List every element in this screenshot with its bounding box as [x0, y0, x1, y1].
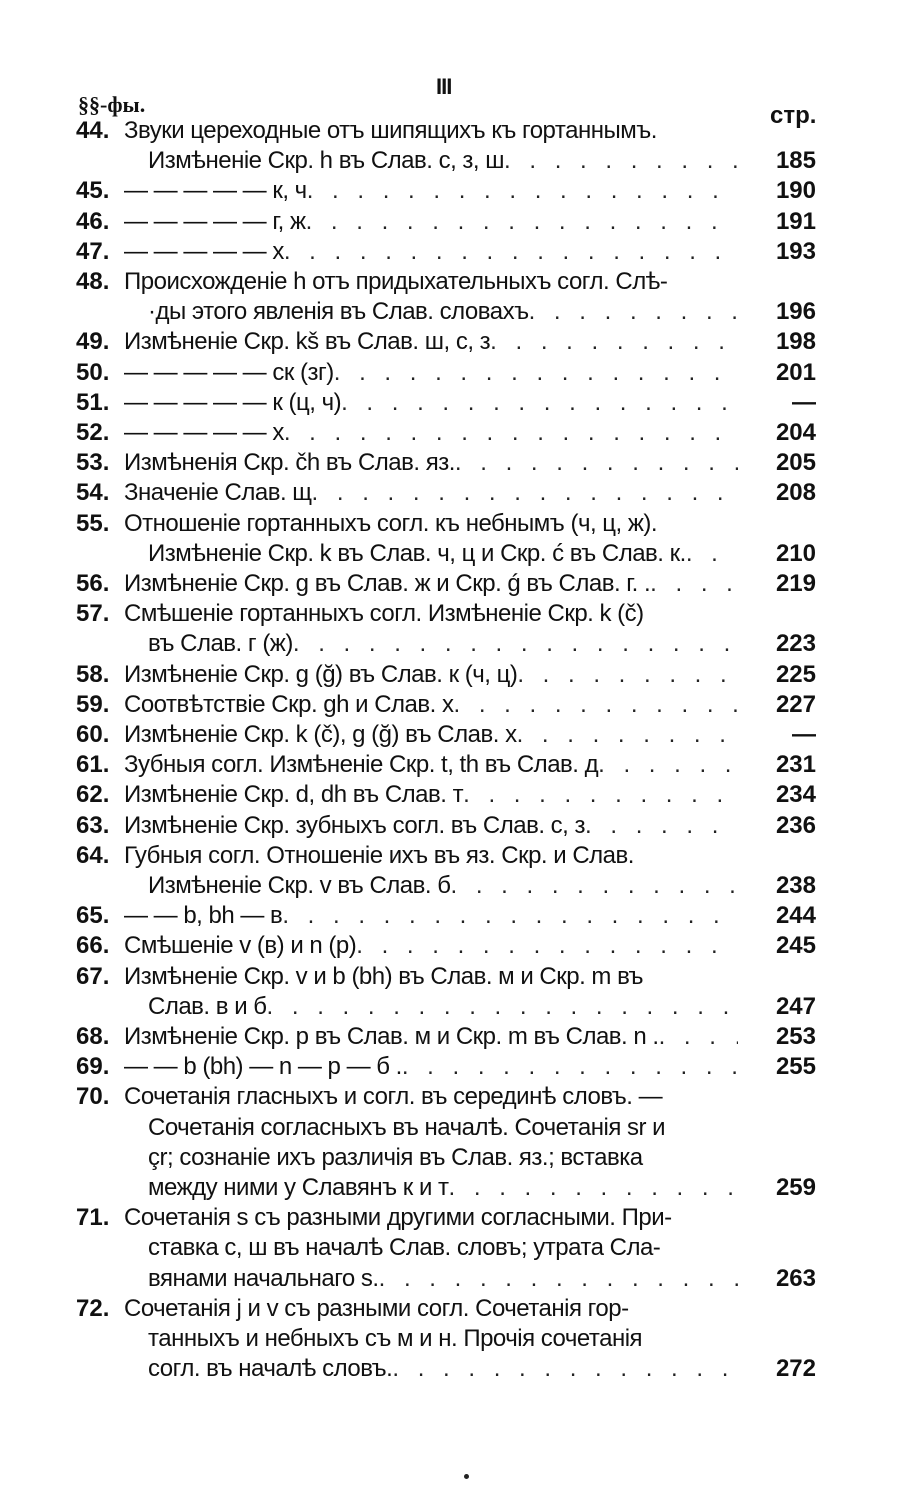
toc-line: [76, 1203, 816, 1233]
entry-text: [148, 1173, 738, 1203]
entry-text-span: ставка с, ш въ началѣ Слав. словъ; утрата Сла-: [148, 1234, 661, 1262]
toc-line: [76, 1324, 816, 1354]
toc-line: [76, 1264, 816, 1294]
toc-line: [76, 176, 816, 206]
page-number: —: [792, 388, 816, 416]
entry-number: 55.: [76, 509, 110, 537]
entry-number: 67.: [76, 962, 110, 990]
toc-line: [76, 811, 816, 841]
dot-leader: [334, 358, 738, 388]
entry-text-span: Сочетанія j и v съ разными согл. Сочетанія гор-: [124, 1294, 629, 1322]
toc-line: [76, 720, 816, 750]
page-number: —: [792, 721, 816, 748]
dot-leader: [659, 1022, 738, 1052]
entry-number: 58.: [76, 660, 110, 688]
entry-text: [148, 1324, 738, 1354]
entry-text: [148, 146, 738, 176]
toc-line: [76, 448, 816, 478]
entry-text-span: — — — — — х: [124, 237, 284, 265]
entry-text-span: согл. въ началѣ словъ.: [148, 1355, 393, 1383]
entry-text-span: Происхожденіе h отъ придыхательныхъ согл. Слѣ-: [124, 268, 668, 295]
entry-text-span: Губныя согл. Отношеніе ихъ въ яз. Скр. и Слав.: [124, 841, 634, 869]
print-speck: [464, 1474, 469, 1479]
entry-text: [124, 780, 738, 810]
dot-leader: [650, 569, 738, 599]
entry-number: 54.: [76, 479, 110, 507]
entry-text: [124, 1022, 738, 1052]
entry-number: 72.: [76, 1294, 110, 1322]
entry-text: [124, 176, 738, 206]
dot-leader: [463, 780, 738, 810]
toc-line: [76, 962, 816, 992]
toc-line: [76, 297, 816, 327]
dot-leader: [356, 931, 738, 961]
entry-number: 45.: [76, 177, 110, 205]
dot-leader: [598, 750, 738, 780]
entry-text-span: Измѣненіе Скр. d, dh въ Слав. т: [124, 781, 464, 809]
entry-text: [148, 1143, 738, 1173]
toc-line: [76, 629, 816, 659]
page-number: 210: [775, 539, 816, 567]
entry-text: [148, 1354, 738, 1384]
toc-line: [76, 992, 816, 1022]
entry-number: 59.: [76, 690, 110, 718]
dot-leader: [490, 327, 738, 357]
toc-line: [76, 1022, 816, 1052]
page-number: 225: [775, 660, 816, 688]
dot-leader: [293, 629, 738, 659]
page-number: 208: [775, 479, 816, 507]
toc-line: [76, 116, 816, 146]
toc-line: [76, 1294, 816, 1324]
toc-line: [76, 1173, 816, 1203]
entry-text-span: Измѣненіе Скр. g (ğ) въ Слав. к (ч, ц): [124, 660, 518, 688]
toc-line: [76, 237, 816, 267]
entry-number: 48.: [76, 268, 110, 295]
dot-leader: [284, 418, 738, 448]
entry-text-span: — — — — — к (ц, ч): [124, 388, 342, 416]
dot-leader: [392, 1354, 738, 1384]
entry-text-span: — — — — — ск (зг): [124, 358, 334, 386]
entry-text: [124, 1082, 738, 1112]
entry-number: 69.: [76, 1053, 110, 1081]
entry-text-span: Измѣненіе Скр. k въ Слав. ч, ц и Скр. ć въ Слав. к.: [148, 539, 686, 567]
entry-text-span: Зубныя согл. Измѣненіе Скр. t, th въ Слав. д: [124, 751, 599, 779]
entry-text: [124, 388, 738, 418]
entry-text-span: — — — — — г, ж: [124, 207, 306, 235]
entry-number: 47.: [76, 237, 110, 265]
dot-leader: [529, 297, 738, 327]
entry-text: [124, 116, 738, 146]
entry-text: [124, 358, 738, 388]
entry-text-span: Измѣненіе Скр. k (č), g (ğ) въ Слав. х: [124, 721, 517, 748]
entry-text-span: Измѣненія Скр. čh въ Слав. яз.: [124, 449, 455, 477]
entry-text: [124, 962, 738, 992]
toc-line: [76, 539, 816, 569]
dot-leader: [402, 1052, 738, 1082]
entry-number: 50.: [76, 358, 110, 386]
toc-line: [76, 871, 816, 901]
entry-text: [148, 1233, 738, 1263]
page-number: 219: [775, 570, 816, 597]
dot-leader: [449, 1173, 738, 1203]
entry-text: [124, 1052, 738, 1082]
toc-line: [76, 660, 816, 690]
entry-number: 60.: [76, 721, 110, 748]
entry-text: [124, 509, 738, 539]
page-folio: III: [436, 74, 452, 99]
page-number: 191: [775, 207, 816, 235]
dot-leader: [284, 237, 738, 267]
entry-text: [124, 448, 738, 478]
dot-leader: [504, 146, 738, 176]
entry-text: [148, 871, 738, 901]
page-column-label: стр.: [770, 102, 817, 129]
entry-number: 53.: [76, 449, 110, 477]
entry-text-span: Измѣненіе Скр. v въ Слав. б: [148, 872, 451, 899]
entry-text: [124, 327, 738, 357]
entry-text-span: Сочетанія согласныхъ въ началѣ. Сочетанія sr и: [148, 1113, 666, 1141]
entry-text-span: Измѣненіе Скр. p въ Слав. м и Скр. m въ Слав. n .: [124, 1023, 659, 1050]
entry-text-span: Измѣненіе Скр. зубныхъ согл. въ Слав. с, з: [124, 811, 586, 839]
toc-line: [76, 1052, 816, 1082]
entry-text: [124, 237, 738, 267]
entry-text: [148, 629, 738, 659]
entry-number: 57.: [76, 600, 110, 628]
page-number: 227: [775, 690, 816, 718]
toc-line: [76, 509, 816, 539]
entry-number: 51.: [76, 388, 110, 416]
entry-text: [148, 539, 738, 569]
entry-text-span: Соотвѣтствіе Скр. gh и Слав. х: [124, 690, 454, 718]
entry-text-span: Сочетанія s съ разными другими согласными. При-: [124, 1204, 672, 1232]
page-number: 272: [775, 1355, 816, 1383]
entry-number: 66.: [76, 932, 110, 960]
entry-text-span: — — b, bh — в: [124, 902, 283, 930]
page-number: 185: [775, 147, 816, 175]
dot-leader: [379, 1264, 738, 1294]
entry-text-span: çr; сознаніе ихъ различія въ Слав. яз.; вставка: [148, 1143, 643, 1171]
toc-line: [76, 1082, 816, 1112]
entry-text-span: Измѣненіе Скр. kš въ Слав. ш, с, з: [124, 328, 491, 356]
page-number: 245: [775, 932, 816, 960]
entry-number: 68.: [76, 1023, 110, 1050]
entry-text-span: Значеніе Слав. щ: [124, 479, 312, 507]
entry-text-span: между ними у Славянъ к и т: [148, 1174, 449, 1201]
entry-number: 61.: [76, 751, 110, 779]
dot-leader: [306, 207, 738, 237]
toc-line: [76, 1113, 816, 1143]
entry-text: [124, 478, 738, 508]
entry-number: 65.: [76, 902, 110, 930]
toc-line: [76, 841, 816, 871]
page-number: 247: [775, 992, 816, 1020]
entry-number: 62.: [76, 781, 110, 809]
toc-line: [76, 388, 816, 418]
entry-text: [148, 1264, 738, 1294]
toc-line: [76, 267, 816, 297]
dot-leader: [455, 448, 738, 478]
entry-text-span: ·ды этого явленія въ Слав. словахъ: [148, 298, 529, 326]
page-number: 255: [775, 1053, 816, 1081]
dot-leader: [517, 720, 738, 750]
page-number: 201: [775, 358, 816, 386]
entry-text: [124, 750, 738, 780]
toc-line: [76, 358, 816, 388]
page-number: 196: [775, 298, 816, 326]
entry-number: 63.: [76, 811, 110, 839]
entry-text-span: — — — — — х: [124, 419, 284, 446]
entry-text-span: Слав. в и б: [148, 992, 267, 1020]
page-number: 198: [775, 328, 816, 356]
entry-text: [124, 1203, 738, 1233]
toc-line: [76, 1354, 816, 1384]
dot-leader: [341, 388, 738, 418]
page-number: 263: [775, 1264, 816, 1292]
entry-text: [148, 1113, 738, 1143]
entry-text-span: Сочетанія гласныхъ и согл. въ серединѣ словъ. —: [124, 1083, 663, 1111]
entry-text: [124, 207, 738, 237]
entry-number: 56.: [76, 570, 110, 597]
entry-number: 64.: [76, 841, 110, 869]
page-number: 190: [775, 177, 816, 205]
entry-text: [124, 931, 738, 961]
dot-leader: [267, 992, 738, 1022]
toc-line: [76, 690, 816, 720]
entry-text-span: — — — — — к, ч: [124, 177, 307, 205]
entry-text: [124, 418, 738, 448]
page-number: 244: [775, 902, 816, 930]
entry-text-span: — — b (bh) — n — p — б .: [124, 1053, 402, 1081]
dot-leader: [686, 539, 738, 569]
page-number: 193: [775, 237, 816, 265]
page-number: 253: [775, 1023, 816, 1050]
toc-line: [76, 750, 816, 780]
toc-line: [76, 901, 816, 931]
entry-number: 46.: [76, 207, 110, 235]
dot-leader: [450, 871, 738, 901]
entry-text-span: Измѣненіе Скр. v и b (bh) въ Слав. м и Скр. m въ: [124, 962, 644, 990]
entry-text: [124, 841, 738, 871]
entry-text: [124, 811, 738, 841]
entry-number: 70.: [76, 1083, 110, 1111]
entry-number: 44.: [76, 117, 110, 144]
page-number: 231: [775, 751, 816, 779]
entry-text-span: Измѣненіе Скр. h въ Слав. с, з, ш: [148, 147, 505, 175]
dot-leader: [453, 690, 738, 720]
entry-text: [124, 267, 738, 297]
section-label: §§-фы.: [78, 92, 146, 117]
toc-line: [76, 478, 816, 508]
toc-line: [76, 1233, 816, 1263]
entry-text-span: Смѣшеніе гортанныхъ согл. Измѣненіе Скр. k (č): [124, 600, 644, 628]
entry-number: 49.: [76, 328, 110, 356]
dot-leader: [517, 660, 738, 690]
dot-leader: [307, 176, 738, 206]
page-number: 204: [775, 419, 816, 446]
toc-line: [76, 327, 816, 357]
entry-text: [124, 599, 738, 629]
entry-text-span: танныхъ и небныхъ съ м и н. Прочія сочетанія: [148, 1325, 643, 1352]
dot-leader: [312, 478, 738, 508]
entry-text: [124, 569, 738, 599]
page-number: 223: [775, 630, 816, 658]
toc-line: [76, 1143, 816, 1173]
entry-text: [148, 992, 738, 1022]
entry-text-span: вянами начальнаго s.: [148, 1264, 379, 1292]
entry-number: 71.: [76, 1204, 110, 1232]
entry-text: [124, 660, 738, 690]
entry-text: [148, 297, 738, 327]
dot-leader: [282, 901, 738, 931]
entry-number: 52.: [76, 419, 110, 446]
page-number: 236: [775, 811, 816, 839]
toc-line: [76, 931, 816, 961]
entry-text: [124, 1294, 738, 1324]
toc-line: [76, 599, 816, 629]
toc-line: [76, 780, 816, 810]
dot-leader: [585, 811, 738, 841]
toc-line: [76, 146, 816, 176]
page-number: 238: [775, 872, 816, 899]
entry-text-span: Измѣненіе Скр. g въ Слав. ж и Скр. ǵ въ Слав. г. .: [124, 570, 651, 597]
entry-text-span: Смѣшеніе v (в) и n (р): [124, 932, 357, 960]
page-number: 259: [775, 1174, 816, 1201]
toc-line: [76, 207, 816, 237]
entry-text-span: Отношеніе гортанныхъ согл. къ небнымъ (ч, ц, ж).: [124, 509, 658, 537]
entry-text: [124, 901, 738, 931]
page-number: 205: [775, 449, 816, 477]
entry-text-span: въ Слав. г (ж): [148, 630, 293, 658]
toc-line: [76, 418, 816, 448]
page-number: 234: [775, 781, 816, 809]
entry-text: [124, 720, 738, 750]
toc-line: [76, 569, 816, 599]
entry-text-span: Звуки цереходные отъ шипящихъ къ гортаннымъ.: [124, 117, 657, 144]
entry-text: [124, 690, 738, 720]
